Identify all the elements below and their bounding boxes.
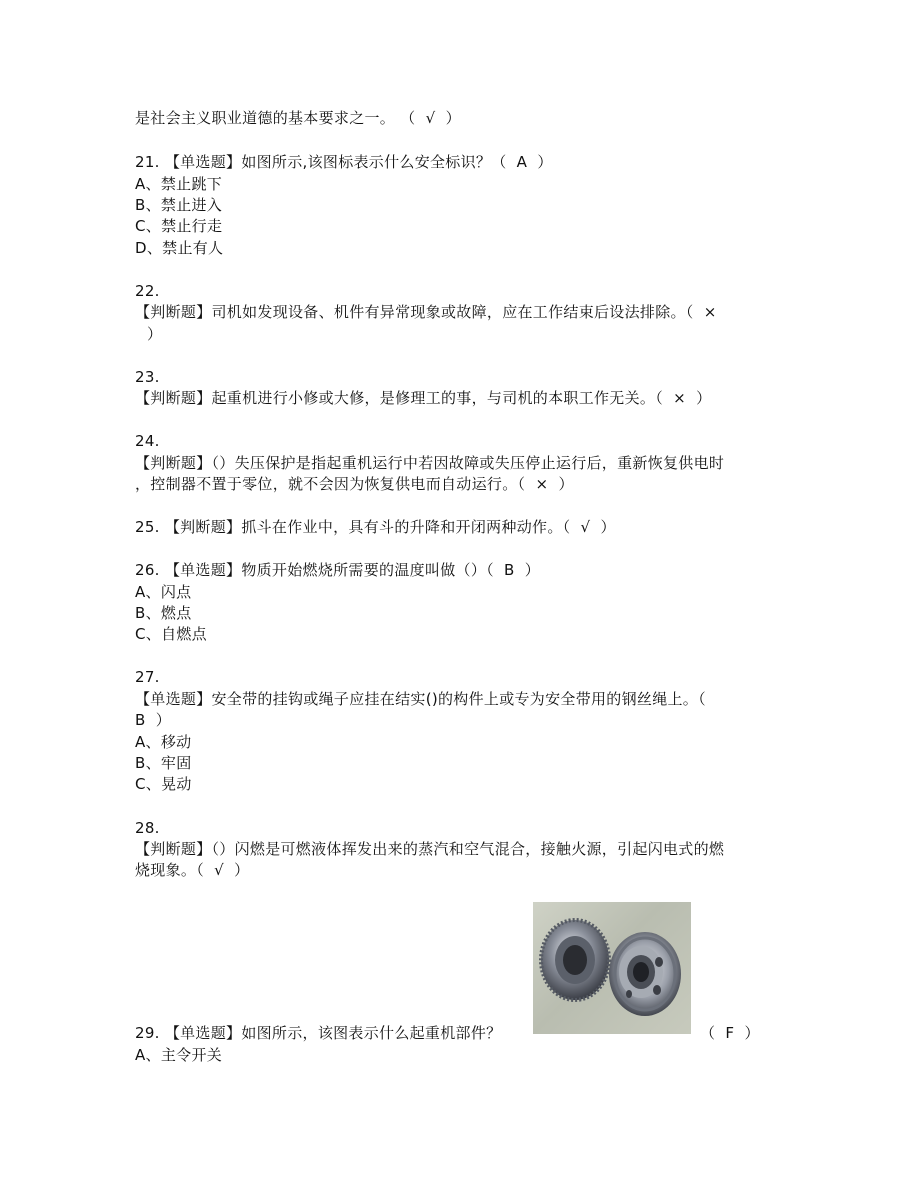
option-c: C、自燃点 (135, 625, 207, 643)
question-24-cont: ，控制器不置于零位，就不会因为恢复供电而自动运行。（ × ） (135, 475, 574, 493)
question-27-number: 27. (135, 668, 160, 686)
question-21: 21. 【单选题】如图所示,该图标表示什么安全标识？（ A ） (135, 153, 553, 171)
question-23: 【判断题】起重机进行小修或大修，是修理工的事，与司机的本职工作无关。（ × ） (135, 389, 712, 407)
question-24-number: 24. (135, 432, 160, 450)
option-a: A、禁止跳下 (135, 175, 223, 193)
question-22-cont: ） (147, 325, 163, 343)
question-23-number: 23. (135, 368, 160, 386)
option-b: B、燃点 (135, 604, 192, 622)
option-a: A、闪点 (135, 583, 192, 601)
option-c: C、禁止行走 (135, 217, 223, 235)
question-25: 25. 【判断题】抓斗在作业中，具有斗的升降和开闭两种动作。（ √ ） (135, 518, 616, 536)
question-22: 【判断题】司机如发现设备、机件有异常现象或故障，应在工作结束后设法排除。（ × (135, 303, 717, 321)
option-a: A、主令开关 (135, 1046, 223, 1064)
question-29-answer: （ F ） (700, 1024, 760, 1042)
question-26: 26. 【单选题】物质开始燃烧所需要的温度叫做（）（ B ） (135, 561, 541, 579)
coupling-photo (533, 902, 691, 1034)
option-c: C、晃动 (135, 775, 192, 793)
question-28: 【判断题】（）闪燃是可燃液体挥发出来的蒸汽和空气混合，接触火源，引起闪电式的燃 (135, 840, 725, 858)
question-27: 【单选题】安全带的挂钩或绳子应挂在结实()的构件上或专为安全带用的钢丝绳上。（ (135, 690, 706, 708)
question-27-cont: B ） (135, 711, 172, 729)
text-line: 是社会主义职业道德的基本要求之一。 （ √ ） (135, 109, 461, 127)
question-28-number: 28. (135, 819, 160, 837)
question-29: 29. 【单选题】如图所示，该图表示什么起重机部件？ (135, 1024, 502, 1042)
option-b: B、牢固 (135, 754, 192, 772)
option-d: D、禁止有人 (135, 239, 224, 257)
option-b: B、禁止进入 (135, 196, 223, 214)
question-28-cont: 烧现象。（ √ ） (135, 861, 250, 879)
option-a: A、移动 (135, 733, 192, 751)
question-22-number: 22. (135, 282, 160, 300)
question-24: 【判断题】（）失压保护是指起重机运行中若因故障或失压停止运行后，重新恢复供电时 (135, 454, 725, 472)
